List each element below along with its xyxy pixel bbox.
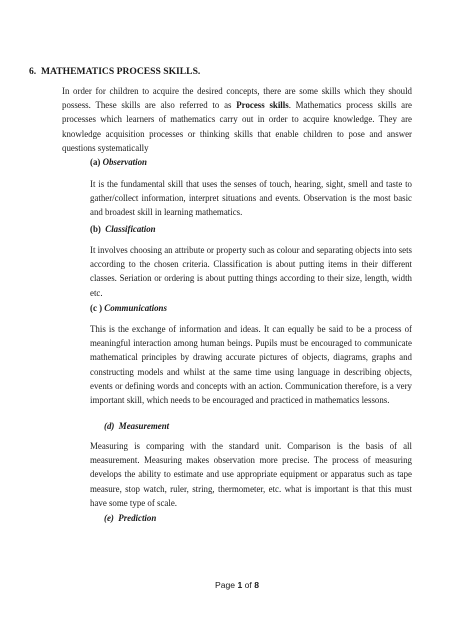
- footer-total-pages: 8: [254, 580, 259, 590]
- intro-text-start: In order for children to acquire the desired concepts, there are some skills which they should possess. These skills are also referred to as: [62, 86, 412, 111]
- skill-text-classification: It involves choosing an attribute or property such as colour and separating objects into sets according to the chosen criteria. Classification is about putting items in their different classes. Seriation or ordering is about putting things according to their size, length, width etc.: [90, 245, 412, 298]
- skill-label: (c ): [90, 303, 103, 313]
- skill-heading-measurement: [104, 421, 169, 431]
- intro-text-end: . Mathematics process skills are processes which learners of mathematics carry out in order to acquire knowledge. They are knowledge acquisition processes or thinking skills that enable children to pose and answer questions systematically: [62, 100, 412, 153]
- skill-heading-prediction: [104, 513, 156, 523]
- skill-heading-observation: [90, 157, 147, 167]
- skill-text-communications: This is the exchange of information and ideas. It can equally be said to be a process of meaningful interaction among human beings. Pupils must be encouraged to communicate mathematical principles by drawing accurate pictures of objects, diagrams, graphs and constructing models and whilst at the same time using language in describing objects, events or defining words and concepts with an action. Communication therefore, is a very important skill, which needs to be encouraged and practiced in mathematics lessons.: [90, 324, 412, 406]
- skill-text-measurement: Measuring is comparing with the standard unit. Comparison is the basis of all measurement. Measuring makes observation more precise. The process of measuring develops the ability to estimate and use appropriate equipment or apparatus such as tape measure, stop watch, ruler, string, thermometer, etc. what is important is that this must have some type of scale.: [90, 441, 412, 508]
- intro-paragraph: [62, 84, 412, 155]
- intro-bold-term: Process skills: [236, 100, 289, 111]
- skill-label: (d): [104, 421, 115, 431]
- footer-page-word: Page: [215, 580, 238, 590]
- footer-current-page: 1: [237, 580, 243, 590]
- skill-label: (a): [90, 157, 101, 167]
- skill-title: Prediction: [118, 513, 157, 523]
- skill-label: (b): [90, 224, 101, 234]
- skill-title: Observation: [102, 157, 147, 167]
- skill-title: Measurement: [118, 421, 170, 431]
- skill-heading-classification: [90, 224, 156, 234]
- skill-label: (e): [104, 513, 114, 523]
- section-heading: 6. MATHEMATICS PROCESS SKILLS.: [29, 66, 201, 77]
- page-footer: [0, 580, 474, 590]
- footer-of-word: of: [242, 580, 255, 590]
- skill-title: Communications: [104, 303, 167, 313]
- skill-title: Classification: [105, 224, 156, 234]
- skill-heading-communications: [90, 303, 167, 313]
- skill-text-observation: It is the fundamental skill that uses the senses of touch, hearing, sight, smell and taste to gather/collect information, interpret situations and events. Observation is the most basic and broadest skill in learning mathematics.: [90, 179, 412, 218]
